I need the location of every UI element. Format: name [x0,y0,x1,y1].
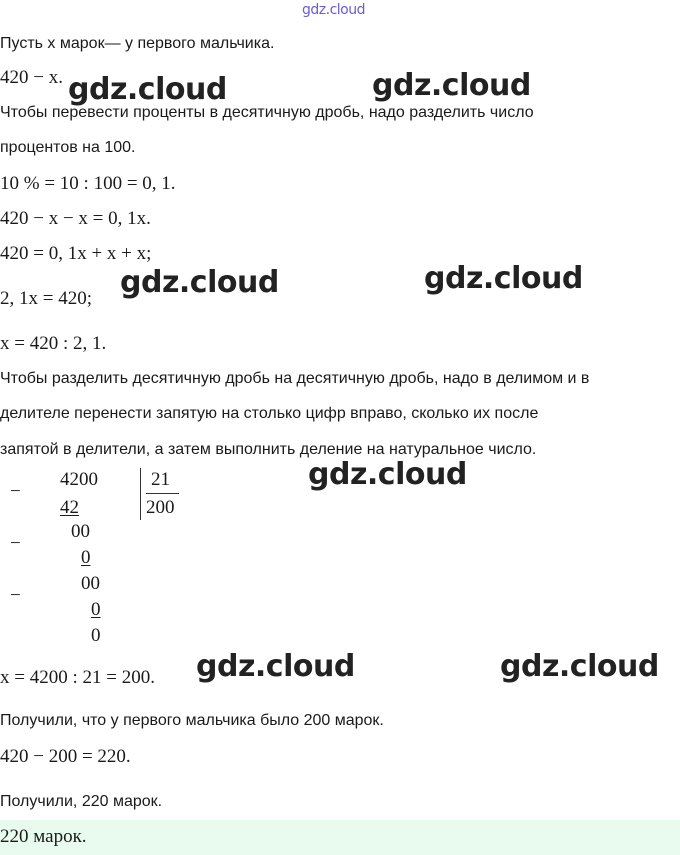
watermark: gdz.cloud [424,261,583,296]
division-quotient: 200 [146,497,175,518]
division-vertical-bar [140,468,141,520]
solution-line-8: 2, 1x = 420; [0,288,92,309]
solution-line-4: процентов на 100. [0,139,136,156]
division-minus: − [10,481,21,502]
solution-line-16: Получили, 220 марок. [0,793,163,810]
solution-line-9: x = 420 : 2, 1. [0,333,107,354]
division-quotient-bar [146,493,179,494]
solution-line-12: запятой в делители, а затем выполнить деление на натуральное число. [0,441,537,458]
division-remainder-3: 0 [91,625,101,646]
answer-text: 220 марок. [0,826,87,847]
solution-line-10: Чтобы разделить десятичную дробь на десятичную дробь, надо в делимом и в [0,370,590,387]
solution-line-6: 420 − x − x = 0, 1x. [0,208,151,229]
solution-line-1: Пусть x марок— у первого мальчика. [0,35,275,52]
watermark: gdz.cloud [308,457,467,492]
solution-line-11: делителе перенести запятую на столько цифр вправо, сколько их после [0,405,539,422]
division-minus: − [10,533,21,554]
division-dividend: 4200 [60,469,98,490]
watermark: gdz.cloud [196,649,355,684]
division-subtrahend-1: 42 [60,497,79,518]
solution-line-13: x = 4200 : 21 = 200. [0,667,155,688]
division-remainder-1: 00 [71,521,90,542]
solution-line-3: Чтобы перевести проценты в десятичную дробь, надо разделить число [0,104,534,121]
header-watermark: gdz.cloud [302,2,365,18]
watermark: gdz.cloud [500,649,659,684]
division-remainder-2: 00 [81,573,100,594]
division-minus: − [10,585,21,606]
watermark: gdz.cloud [372,68,531,103]
answer-box [0,820,680,855]
watermark: gdz.cloud [120,265,279,300]
division-divisor: 21 [151,469,170,490]
division-subtrahend-3: 0 [91,599,101,620]
solution-line-7: 420 = 0, 1x + x + x; [0,243,152,264]
solution-line-5: 10 % = 10 : 100 = 0, 1. [0,173,176,194]
watermark: gdz.cloud [68,72,227,107]
division-subtrahend-2: 0 [81,547,91,568]
solution-line-2: 420 − x. [0,67,63,88]
solution-line-15: 420 − 200 = 220. [0,746,131,767]
solution-line-14: Получили, что у первого мальчика было 200 марок. [0,712,384,729]
